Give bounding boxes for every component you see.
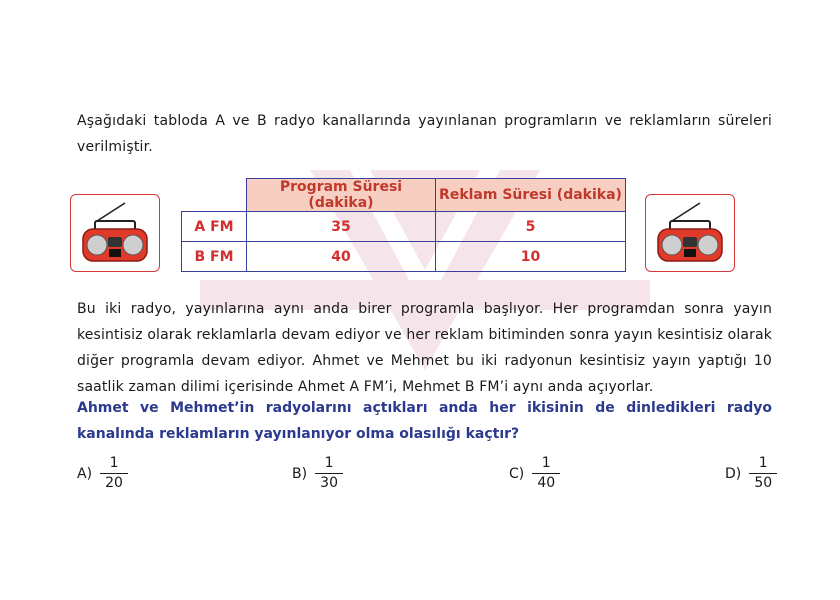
- a-fm-ad-duration: 5: [436, 212, 626, 242]
- option-b-numerator: 1: [315, 455, 343, 474]
- table-corner: [182, 179, 247, 212]
- question-text: Ahmet ve Mehmet’in radyolarını açtıkları anda her ikisinin de dinledikleri radyo kanalında reklamların yayınlanıyor olma olasılığı kaçtır?: [77, 400, 772, 442]
- option-c-label: C): [509, 465, 525, 482]
- option-d-label: D): [725, 465, 742, 482]
- a-fm-program-duration: 35: [247, 212, 436, 242]
- row-label-b-fm: B FM: [182, 242, 247, 272]
- table-row: [182, 212, 626, 242]
- table-row: [182, 242, 626, 272]
- b-fm-program-duration: 40: [247, 242, 436, 272]
- option-c[interactable]: [509, 455, 560, 492]
- row-label-a-fm: A FM: [182, 212, 247, 242]
- option-c-numerator: 1: [532, 455, 560, 474]
- option-a-numerator: 1: [100, 455, 128, 474]
- table-header-row: [182, 179, 626, 212]
- option-a[interactable]: [77, 455, 128, 492]
- option-d-fraction: [749, 455, 777, 492]
- option-a-label: A): [77, 465, 93, 482]
- intro-text: Aşağıdaki tabloda A ve B radyo kanallarında yayınlanan programların ve reklamların süreleri verilmiştir.: [77, 113, 772, 155]
- option-b-label: B): [292, 465, 308, 482]
- b-fm-ad-duration: 10: [436, 242, 626, 272]
- problem-paragraph: Bu iki radyo, yayınlarına aynı anda birer programla başlıyor. Her programdan sonra yayın kesintisiz olarak reklamlarla devam ediyor ve her reklam bitiminden sonra yayın kesintisiz olarak diğer programla devam ediyor. Ahmet ve Mehmet bu iki radyonun kesintisiz yayın yaptığı 10 saatlik zaman dilimi içerisinde Ahmet A FM’i, Mehmet B FM’i aynı anda açıyorlar.: [77, 301, 772, 395]
- option-b[interactable]: [292, 455, 343, 492]
- option-d-numerator: 1: [749, 455, 777, 474]
- option-b-denominator: 30: [320, 475, 338, 491]
- duration-table: [181, 178, 626, 272]
- option-a-denominator: 20: [105, 475, 123, 491]
- option-c-denominator: 40: [537, 475, 556, 491]
- option-d[interactable]: [725, 455, 777, 492]
- boombox-icon: [650, 199, 730, 267]
- option-a-fraction: [100, 455, 128, 492]
- header-ad-duration: Reklam Süresi (dakika): [436, 179, 626, 212]
- radio-image-left: [70, 194, 160, 272]
- option-b-fraction: [315, 455, 343, 492]
- header-program-duration: Program Süresi (dakika): [247, 179, 436, 212]
- radio-image-right: [645, 194, 735, 272]
- boombox-icon: [75, 199, 155, 267]
- option-d-denominator: 50: [754, 475, 773, 491]
- option-c-fraction: [532, 455, 560, 492]
